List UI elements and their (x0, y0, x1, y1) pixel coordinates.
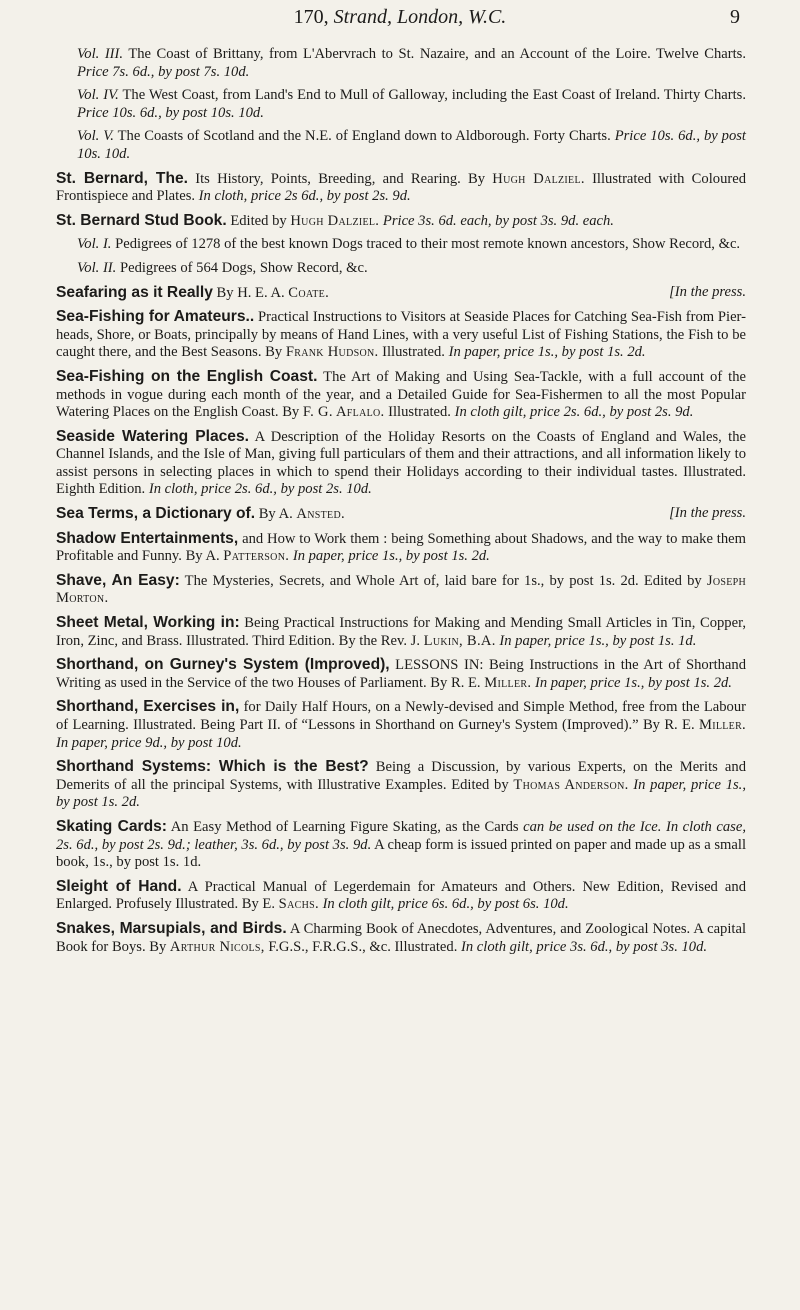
entry-description: The Coast of Brittany, from L'Abervrach to St. Nazaire, and an Account of the Loire. Twelve Charts. (123, 46, 746, 62)
entry-price: Price 7s. 6d., by post 7s. 10d. (77, 63, 250, 80)
entry-description: Its History, Points, Breeding, and Rearing. By (187, 170, 493, 187)
page-number: 9 (730, 6, 740, 28)
entry-description: Practical Instructions to Visitors at Seaside Places for Catching Sea-Fish from Pier-heads, Shore, or Boats, principally by means of Hand Lines, with a very useful List of Fishing Stations, the Fish to be caught there, and the Best Seasons. By (56, 309, 746, 361)
header-page-ref: 170, (293, 6, 329, 28)
entry-author: Miller. (698, 717, 746, 733)
entry-title: Shave, An Easy: (56, 571, 180, 589)
entry-description: Pedigrees of 1278 of the best known Dogs traced to their most remote known ancestors, Show Record, &c. (111, 236, 741, 253)
volume-label: Vol. IV. (77, 87, 119, 104)
volume-entry (56, 46, 746, 81)
entry-price: Price 10s. 6d., by post 10s. 10d. (77, 104, 264, 121)
entry-price: In cloth, price 2s 6d., by post 2s. 9d. (198, 188, 411, 205)
volume-label: Vol. V. (77, 128, 114, 145)
entry-price: In paper, price 1s., by post 1s. 2d. (292, 548, 490, 565)
entry-description: Being a Discussion, by various Experts, on the Merits and Demerits of all the principal Systems, with Illustrative Examples. Edited by (56, 759, 746, 793)
entry-title: Sea Terms, a Dictionary of. (56, 505, 256, 523)
volume-entry (56, 236, 746, 254)
entry-title: Shorthand, Exercises in, (56, 698, 240, 716)
entry-title: Seaside Watering Places. (56, 427, 249, 445)
entry-author: Thomas Anderson. (513, 776, 629, 793)
catalogue-entry (56, 170, 746, 206)
entry-title: Snakes, Marsupials, and Birds. (56, 919, 287, 937)
catalogue-entry (56, 698, 746, 752)
catalogue-entries (56, 46, 746, 962)
volume-label: Vol. I. (77, 236, 112, 253)
entry-author: Arthur Nicols, (169, 938, 265, 955)
entry-price: Price 3s. 6d. each, by post 3s. 9d. each. (382, 212, 614, 229)
entry-title: Sea-Fishing on the English Coast. (56, 367, 318, 385)
entry-author: Miller. (484, 674, 532, 691)
entry-title: Sea-Fishing for Amateurs.. (56, 308, 255, 326)
entry-author: Lukin, B.A. (423, 632, 496, 649)
entry-price: In cloth gilt, price 6s. 6d., by post 6s. 10d. (322, 896, 569, 913)
volume-entry (56, 128, 746, 163)
entry-title: St. Bernard, The. (56, 169, 188, 187)
running-header (0, 6, 800, 34)
volume-entry (56, 260, 746, 278)
entry-title: Skating Cards: (56, 817, 167, 835)
catalogue-entry (56, 284, 746, 303)
entry-price: In paper, price 1s., by post 1s. 2d. (56, 776, 746, 811)
entry-description-cont: F.G.S., F.R.G.S., &c. Illustrated. (264, 938, 461, 955)
entry-description: The Art of Making and Using Sea-Tackle, with a full account of the methods in vogue during each month of the year, and a Detailed Guide for Sea-Fishermen to all the most Popular Watering Places on the English Coast. By (56, 368, 746, 421)
entry-description: An Easy Method of Learning Figure Skating, as the Cards (166, 818, 524, 835)
entry-author: Patterson. (223, 548, 290, 565)
entry-description: Being Practical Instructions for Making and Mending Small Articles in Tin, Copper, Iron, Zinc, and Brass. Illustrated. Third Edition. By the Rev. J. (56, 615, 746, 649)
entry-description-cont: Illustrated with Coloured Frontispiece and Plates. (56, 170, 746, 205)
catalogue-entry (56, 656, 746, 692)
entry-title: Shorthand Systems: Which is the Best? (56, 758, 369, 776)
entry-author: Hugh Dalziel. (492, 170, 585, 187)
entry-description: for Daily Half Hours, on a Newly-devised and Simple Method, free from the Labour of Learning. Illustrated. Being Part II. of “Lessons in Shorthand on Gurney's System (Improved).” By R. E. (56, 699, 746, 733)
entry-note: A cheap form is issued printed on paper and made up as a small book, 1s., by post 1s. 1d. (56, 836, 746, 871)
catalogue-entry (56, 505, 746, 524)
catalogue-entry (56, 614, 746, 650)
catalogue-entry (56, 368, 746, 422)
catalogue-entry (56, 212, 746, 231)
entry-description-cont: Illustrated. (378, 344, 449, 361)
catalogue-entry (56, 920, 746, 956)
entry-title: Sleight of Hand. (56, 877, 182, 895)
entry-description: A Charming Book of Anecdotes, Adventures, and Zoological Notes. A capital Book for Boys. By (56, 920, 746, 955)
entry-description: A Description of the Holiday Resorts on the Coasts of England and Wales, the Channel Islands, and the Isle of Man, giving full particulars of them and their attractions, and all information likely to assist persons in selecting places in which to spend their Holidays according to their individual tastes. Illustrated. Eighth Edition. (56, 428, 747, 498)
catalogue-entry (56, 308, 746, 362)
entry-title: St. Bernard Stud Book. (56, 211, 227, 229)
entry-author: Sachs. (278, 896, 319, 913)
entry-title: Shadow Entertainments, (56, 529, 239, 547)
catalogue-entry (56, 572, 746, 608)
entry-title: Shorthand, on Gurney's System (Improved), (56, 656, 390, 674)
entry-price: In cloth gilt, price 3s. 6d., by post 3s. 10d. (461, 938, 708, 955)
header-street: Strand, (333, 6, 393, 28)
entry-author: Coate. (288, 284, 330, 301)
catalogue-entry (56, 878, 746, 914)
entry-description: A Practical Manual of Legerdemain for Amateurs and Others. New Edition, Revised and Enlarged. Profusely Illustrated. By E. (56, 878, 746, 913)
header-center (0, 6, 800, 29)
catalogue-entry (56, 428, 746, 499)
entry-price: Price 10s. 6d., by post 10s. 10d. (77, 128, 746, 162)
entry-description: Pedigrees of 564 Dogs, Show Record, &c. (116, 259, 368, 276)
entry-description: By H. E. A. (212, 284, 289, 301)
entry-description: Edited by (226, 212, 291, 229)
catalogue-entry (56, 758, 746, 812)
volume-label: Vol. III. (77, 46, 124, 62)
entry-title: Sheet Metal, Working in: (56, 614, 240, 632)
entry-author: F. G. Aflalo. (302, 404, 385, 421)
entry-author: Frank Hudson. (285, 344, 379, 361)
entry-price: In paper, price 1s., by post 1s. 2d. (448, 344, 646, 361)
catalogue-entry (56, 530, 746, 566)
entry-description-cont: Illustrated. (384, 404, 455, 421)
press-note: [In the press. (669, 283, 746, 300)
entry-price: can be used on the Ice. In cloth case, 2s. 6d., by post 2s. 9d.; leather, 3s. 6d., by post 3s. 9d. (56, 818, 746, 853)
header-city: London, W.C. (397, 6, 507, 28)
volume-entry (56, 87, 746, 122)
entry-description: and How to Work them : being Something about Shadows, and the way to make them Profitable and Funny. By A. (56, 530, 746, 565)
entry-price: In paper, price 9d., by post 10d. (56, 734, 242, 751)
entry-author: Joseph Morton. (56, 572, 747, 607)
entry-price: In cloth gilt, price 2s. 6d., by post 2s. 9d. (454, 404, 694, 421)
entry-author: Hugh Dalziel. (290, 212, 380, 229)
entry-description: The Mysteries, Secrets, and Whole Art of, laid bare for 1s., by post 1s. 2d. Edited by (179, 572, 707, 589)
entry-author: Ansted. (296, 506, 345, 523)
entry-description: LESSONS IN: Being Instructions in the Art of Shorthand Writing as used in the Service of the two Houses of Parliament. By R. E. (56, 657, 746, 691)
entry-description: By A. (255, 506, 297, 523)
catalogue-entry (56, 818, 746, 872)
entry-title: Seafaring as it Really (56, 283, 213, 301)
volume-label: Vol. II. (77, 259, 117, 276)
entry-description: The West Coast, from Land's End to Mull of Galloway, including the East Coast of Ireland. Thirty Charts. (118, 87, 746, 104)
entry-price: In cloth, price 2s. 6d., by post 2s. 10d. (148, 481, 372, 498)
entry-description: The Coasts of Scotland and the N.E. of England down to Aldborough. Forty Charts. (113, 128, 615, 145)
entry-price: In paper, price 1s., by post 1s. 2d. (534, 674, 732, 691)
entry-price: In paper, price 1s., by post 1s. 1d. (499, 632, 697, 649)
press-note: [In the press. (669, 505, 746, 522)
